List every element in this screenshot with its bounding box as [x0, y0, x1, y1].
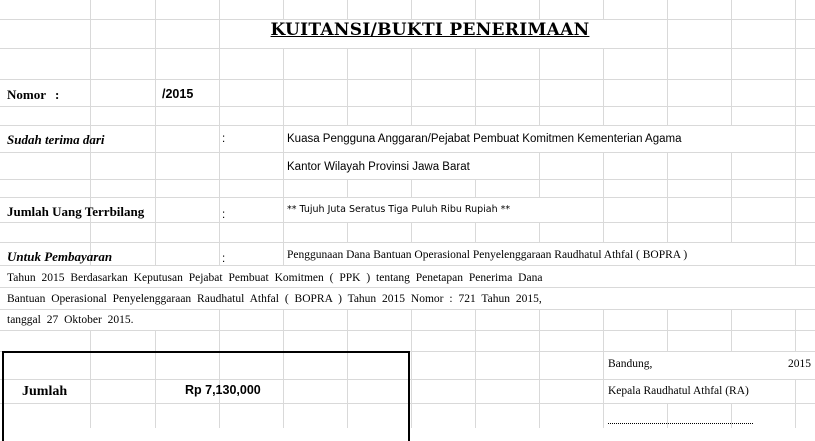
signature-city: Bandung, — [608, 358, 653, 370]
untuk-pembayaran-line4: tanggal 27 Oktober 2015. — [7, 314, 134, 326]
untuk-pembayaran-colon: : — [222, 253, 226, 265]
jumlah-value: Rp 7,130,000 — [185, 383, 261, 397]
signature-role: Kepala Raudhatul Athfal (RA) — [608, 385, 749, 397]
nomor-value: /2015 — [162, 87, 194, 101]
page-title: KUITANSI/BUKTI PENERIMAAN — [270, 20, 590, 40]
untuk-pembayaran-line1: Penggunaan Dana Bantuan Operasional Penyelenggaraan Raudhatul Athfal ( BOPRA ) — [287, 249, 688, 261]
sudah-terima-line1: Kuasa Pengguna Anggaran/Pejabat Pembuat Komitmen Kementerian Agama — [287, 133, 682, 145]
jumlah-uang-value: ** Tujuh Juta Seratus Tiga Puluh Ribu Rupiah ** — [287, 204, 511, 215]
nomor-colon: : — [55, 87, 60, 102]
untuk-pembayaran-line3: Bantuan Operasional Penyelenggaraan Raudhatul Athfal ( BOPRA ) Tahun 2015 Nomor : 721 Tahun 2015, — [7, 293, 542, 305]
sudah-terima-label: Sudah terima dari — [7, 132, 105, 147]
nomor-label: Nomor — [7, 87, 46, 102]
sudah-terima-line2: Kantor Wilayah Provinsi Jawa Barat — [287, 161, 470, 173]
sudah-terima-colon: : — [222, 133, 226, 145]
jumlah-uang-colon: : — [222, 209, 226, 221]
signature-year: 2015 — [788, 358, 811, 370]
untuk-pembayaran-label: Untuk Pembayaran — [7, 249, 113, 264]
jumlah-uang-label: Jumlah Uang Terrbilang — [7, 204, 145, 219]
untuk-pembayaran-line2: Tahun 2015 Berdasarkan Keputusan Pejabat Pembuat Komitmen ( PPK ) tentang Penetapan Penerima Dana — [7, 272, 543, 284]
signature-line — [608, 423, 753, 424]
jumlah-label: Jumlah — [22, 384, 68, 399]
